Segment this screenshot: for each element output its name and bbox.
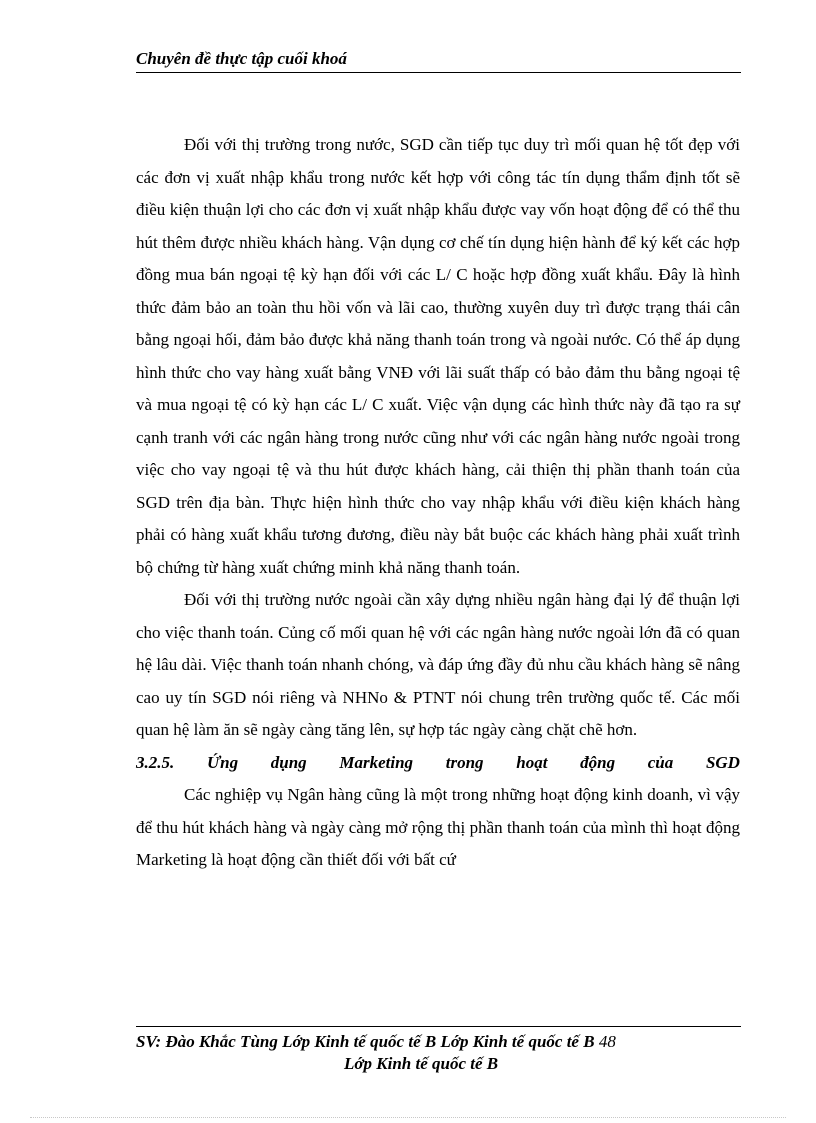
section-title-word: dụng bbox=[270, 752, 307, 772]
footer-class-line: Lớp Kinh tế quốc tế B bbox=[344, 1054, 499, 1073]
paragraph-foreign-market: Đối với thị trường nước ngoài cần xây dựng nhiều ngân hàng đại lý để thuận lợi cho việc thanh toán. Củng cố mối quan hệ với các ngân hàng nước ngoài lớn đã có quan hệ lâu dài. Việc thanh toán nhanh chóng, và đáp ứng đầy đủ nhu cầu khách hàng sẽ nâng cao uy tín SGD nói riêng và NHNo & PTNT nói chung trên trường quốc tế. Các mối quan hệ làm ăn sẽ ngày càng tăng lên, sự hợp tác ngày càng chặt chẽ hơn. bbox=[136, 590, 740, 739]
section-number: 3.2.5. bbox=[136, 752, 175, 772]
footer-student-line bbox=[136, 1027, 741, 1053]
section-title-word: động bbox=[580, 752, 616, 772]
page-number: 48 bbox=[598, 1032, 616, 1051]
page-header bbox=[136, 48, 741, 73]
footer-author-class: SV: Đào Khắc Tùng Lớp Kinh tế quốc tế B Lớp Kinh tế quốc tế B bbox=[136, 1032, 595, 1051]
section-title-word: của bbox=[647, 752, 674, 772]
paragraph-marketing: Các nghiệp vụ Ngân hàng cũng là một trong những hoạt động kinh doanh, vì vậy để thu hút khách hàng và ngày càng mở rộng thị phần thanh toán của mình thì hoạt động Marketing là hoạt động cần thiết đối với bất cứ bbox=[136, 785, 740, 869]
document-title: Chuyên đề thực tập cuối khoá bbox=[136, 49, 347, 68]
document-body bbox=[136, 129, 740, 877]
section-title-word: hoạt bbox=[516, 752, 548, 772]
page-edge-divider bbox=[30, 1117, 786, 1118]
page-footer bbox=[136, 1026, 741, 1075]
section-title-word: SGD bbox=[705, 752, 740, 772]
section-title-word: trong bbox=[445, 752, 484, 772]
paragraph-domestic-market: Đối với thị trường trong nước, SGD cần tiếp tục duy trì mối quan hệ tốt đẹp với các đơn vị xuất nhập khẩu trong nước kết hợp với công tác tín dụng thẩm định tốt sẽ điều kiện thuận lợi cho các đơn vị xuất nhập khẩu được vay vốn hoạt động để có thể thu hút thêm được nhiều khách hàng. Vận dụng cơ chế tín dụng hiện hành để ký kết các hợp đồng mua bán ngoại tệ kỳ hạn đối với các L/ C hoặc hợp đồng xuất khẩu. Đây là hình thức đảm bảo an toàn thu hồi vốn và lãi cao, thường xuyên duy trì được trạng thái cân bằng ngoại hối, đảm bảo được khả năng thanh toán trong và ngoài nước. Có thể áp dụng hình thức cho vay hàng xuất bằng VNĐ với lãi suất thấp có bảo đảm thu bằng ngoại tệ và mua ngoại tệ có kỳ hạn các L/ C xuất. Việc vận dụng các hình thức này đã tạo ra sự cạnh tranh với các ngân hàng trong nước cũng như với các ngân hàng nước ngoài trong việc cho vay ngoại tệ và thu hút được khách hàng, cải thiện thị phần thanh toán của SGD trên địa bàn. Thực hiện hình thức cho vay nhập khẩu với điều kiện khách hàng phải có hàng xuất khẩu tương đương, điều này bắt buộc các khách hàng phải xuất trình bộ chứng từ hàng xuất chứng minh khả năng thanh toán. bbox=[136, 135, 740, 577]
section-title-word: Marketing bbox=[339, 752, 414, 772]
section-heading bbox=[136, 747, 740, 780]
section-title-word: Ứng bbox=[206, 752, 239, 772]
